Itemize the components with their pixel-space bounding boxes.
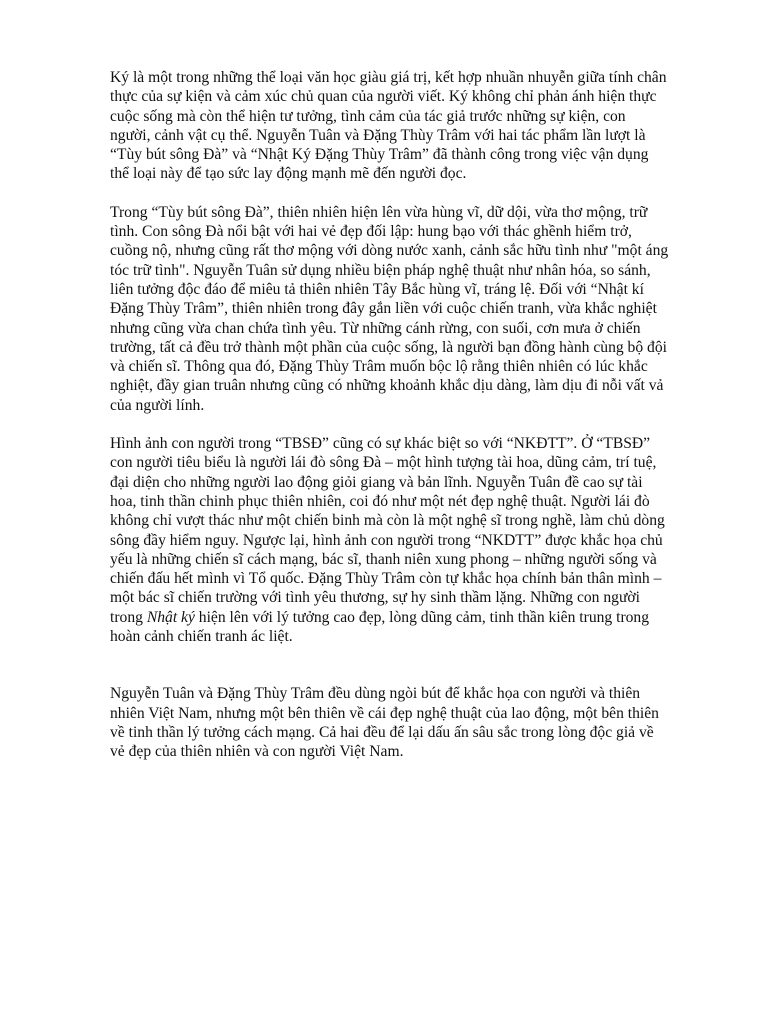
paragraph-people-text-end: hiện lên với lý tưởng cao đẹp, lòng dũng cảm, tinh thần kiên trung trong hoàn cảnh chiến tranh ác liệt. xyxy=(110,608,650,646)
paragraph-conclusion: Nguyễn Tuân và Đặng Thùy Trâm đều dùng ngòi bút để khắc họa con người và thiên nhiên Việt Nam, nhưng một bên thiên về cái đẹp nghệ thuật của lao động, một bên thiên về tinh thần lý tưởng cách mạng. Cả hai đều để lại dấu ấn sâu sắc trong lòng độc giả về vẻ đẹp của thiên nhiên và con người Việt Nam. xyxy=(110,685,659,761)
paragraph-nature: Trong “Tùy bút sông Đà”, thiên nhiên hiện lên vừa hùng vĩ, dữ dội, vừa thơ mộng, trữ tình. Con sông Đà nổi bật với hai vẻ đẹp đối lập: hung bạo với thác ghềnh hiểm trở, cuồng nộ, nhưng cũng rất thơ mộng với dòng nước xanh, cảnh sắc hữu tình như "một áng tóc trữ tình". Nguyễn Tuân sử dụng nhiều biện pháp nghệ thuật như nhân hóa, so sánh, liên tưởng độc đáo để miêu tả thiên nhiên Tây Bắc hùng vĩ, tráng lệ. Đối với “Nhật kí Đặng Thùy Trâm”, thiên nhiên trong đây gắn liền với cuộc chiến tranh, vừa khắc nghiệt nhưng cũng vừa chan chứa tình yêu. Từ những cánh rừng, con suối, cơn mưa ở chiến trường, tất cả đều trở thành một phần của cuộc sống, là người bạn đồng hành cùng bộ đội và chiến sĩ. Thông qua đó, Đặng Thùy Trâm muốn bộc lộ rằng thiên nhiên có lúc khắc nghiệt, đầy gian truân nhưng cũng có những khoảnh khắc dịu dàng, làm dịu đi nỗi vất vả của người lính. xyxy=(110,203,669,414)
paragraph-people-text-start: Hình ảnh con người trong “TBSĐ” cũng có sự khác biệt so với “NKĐTT”. Ở “TBSĐ” con người tiêu biểu là người lái đò sông Đà – một hình tượng tài hoa, dũng cảm, trí tuệ, đại diện cho những người lao động giỏi giang và bản lĩnh. Nguyễn Tuân đề cao sự tài hoa, tinh thần chinh phục thiên nhiên, coi đó như một nét đẹp nghệ thuật. Người lái đò không chỉ vượt thác như một chiến binh mà còn là một nghệ sĩ trong nghề, làm chủ dòng sông đầy hiểm nguy. Ngược lại, hình ảnh con người trong “NKDTT” được khắc họa chủ yếu là những chiến sĩ cách mạng, bác sĩ, thanh niên xung phong – những người sống và chiến đấu hết mình vì Tổ quốc. Đặng Thùy Trâm còn tự khắc họa chính bản thân mình – một bác sĩ chiến trường với tình yêu thương, sự hy sinh thầm lặng. Những con người trong xyxy=(110,435,665,626)
paragraph-intro: Ký là một trong những thể loại văn học giàu giá trị, kết hợp nhuần nhuyễn giữa tính chân thực của sự kiện và cảm xúc chủ quan của người viết. Ký không chỉ phản ánh hiện thực cuộc sống mà còn thể hiện tư tưởng, tình cảm của tác giả trước những sự kiện, con người, cảnh vật cụ thể. Nguyễn Tuân và Đặng Thùy Trâm với hai tác phẩm lần lượt là “Tùy bút sông Đà” và “Nhật Ký Đặng Thùy Trâm” đã thành công trong việc vận dụng thể loại này để tạo sức lay động mạnh mẽ đến người đọc. xyxy=(110,69,667,183)
document-body xyxy=(110,68,670,781)
book-title-italic: Nhật ký xyxy=(146,608,195,626)
paragraph-people xyxy=(110,434,670,646)
